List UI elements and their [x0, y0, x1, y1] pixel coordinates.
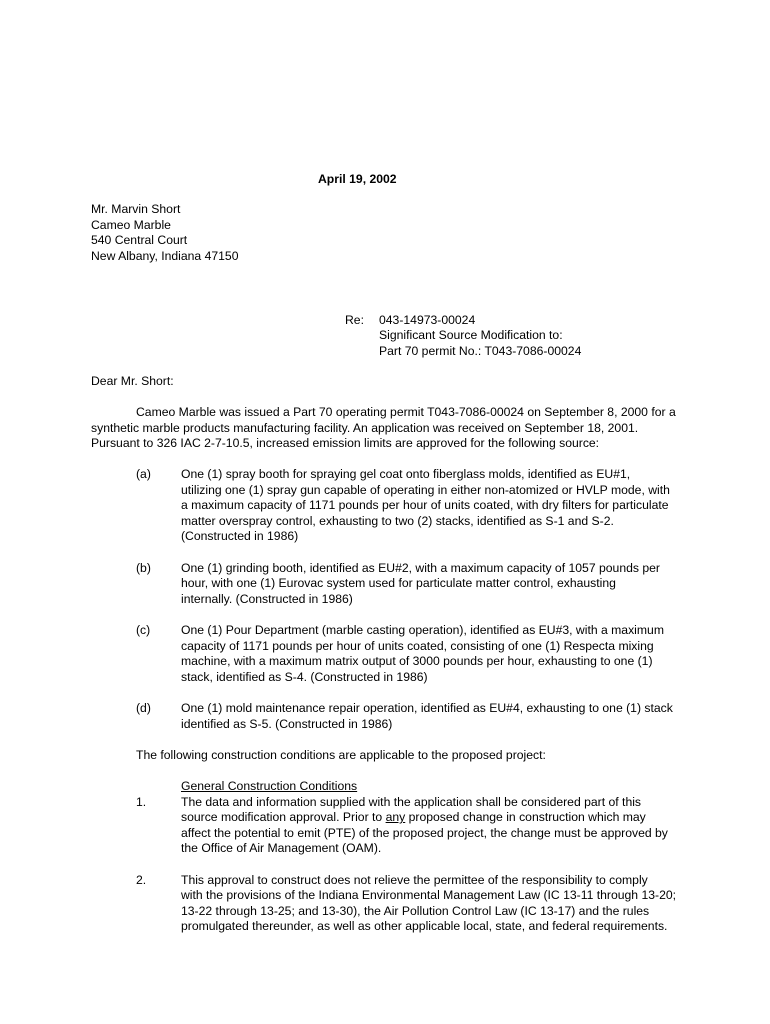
condition-2-label: 2.: [136, 873, 147, 887]
re-label: Re:: [345, 313, 364, 327]
condition-2-line: with the provisions of the Indiana Environmental Management Law (IC 13-11 through 13-20;: [181, 888, 677, 902]
greeting: Dear Mr. Short:: [91, 374, 174, 388]
letter-date: April 19, 2002: [318, 172, 397, 186]
item-a-line: a maximum capacity of 1171 pounds per hour of units coated, with dry filters for particulate: [181, 498, 669, 512]
item-a-line: (Constructed in 1986): [181, 529, 299, 543]
re-permit-number: 043-14973-00024: [379, 313, 476, 327]
item-a-line: One (1) spray booth for spraying gel coat onto fiberglass molds, identified as EU#1,: [181, 467, 631, 481]
item-c-line: One (1) Pour Department (marble casting operation), identified as EU#3, with a maximum: [181, 623, 664, 637]
conditions-heading: General Construction Conditions: [181, 779, 358, 793]
condition-1-line: the Office of Air Management (OAM).: [181, 841, 382, 855]
item-a-line: utilizing one (1) spray gun capable of operating in either non-atomized or HVLP mode, with: [181, 483, 670, 497]
condition-1-line: affect the potential to emit (PTE) of the proposed project, the change must be approved by: [181, 826, 668, 840]
item-c-line: machine, with a maximum matrix output of 3000 pounds per hour, exhausting to one (1): [181, 654, 653, 668]
intro-line: Cameo Marble was issued a Part 70 operating permit T043-7086-00024 on September 8, 2000 for a: [136, 405, 676, 419]
item-label-c: (c): [136, 623, 151, 637]
intro-line: synthetic marble products manufacturing facility. An application was received on September 18, 2001.: [91, 421, 639, 435]
condition-2-line: promulgated thereunder, as well as other applicable local, state, and federal requirements.: [181, 919, 668, 933]
recipient-city: New Albany, Indiana 47150: [91, 249, 239, 263]
condition-2-line: 13-22 through 13-25; and 13-30), the Air Pollution Control Law (IC 13-17) and the rules: [181, 904, 650, 918]
item-c-line: capacity of 1171 pounds per hour of units coated, consisting of one (1) Respecta mixing: [181, 639, 654, 653]
condition-1-text: proposed change in construction which may: [408, 810, 646, 824]
item-label-d: (d): [136, 701, 151, 715]
condition-1-text: source modification approval. Prior to: [181, 810, 383, 824]
item-a-line: matter overspray control, exhausting to two (2) stacks, identified as S-1 and S-2.: [181, 514, 614, 528]
condition-1-label: 1.: [136, 795, 147, 809]
item-b-line: hour, with one (1) Eurovac system used for particulate matter control, exhausting: [181, 576, 616, 590]
recipient-name: Mr. Marvin Short: [91, 202, 181, 216]
item-label-b: (b): [136, 561, 151, 575]
recipient-street: 540 Central Court: [91, 233, 188, 247]
item-b-line: One (1) grinding booth, identified as EU#2, with a maximum capacity of 1057 pounds per: [181, 561, 660, 575]
item-d-line: identified as S-5. (Constructed in 1986): [181, 717, 393, 731]
item-label-a: (a): [136, 467, 151, 481]
condition-2-line: This approval to construct does not relieve the permittee of the responsibility to comply: [181, 873, 648, 887]
item-c-line: stack, identified as S-4. (Constructed in 1986): [181, 670, 428, 684]
recipient-company: Cameo Marble: [91, 218, 171, 232]
conditions-intro: The following construction conditions are applicable to the proposed project:: [136, 748, 546, 762]
intro-line: Pursuant to 326 IAC 2-7-10.5, increased emission limits are approved for the following source:: [91, 436, 600, 450]
condition-1-line: [181, 810, 646, 826]
condition-1-line: The data and information supplied with the application shall be considered part of this: [181, 795, 642, 809]
item-d-line: One (1) mold maintenance repair operation, identified as EU#4, exhausting to one (1) stack: [181, 701, 673, 715]
re-subject: Significant Source Modification to:: [379, 328, 563, 342]
emphasis-any: any: [385, 810, 406, 824]
item-b-line: internally. (Constructed in 1986): [181, 592, 353, 606]
re-part70-permit: Part 70 permit No.: T043-7086-00024: [379, 344, 582, 358]
